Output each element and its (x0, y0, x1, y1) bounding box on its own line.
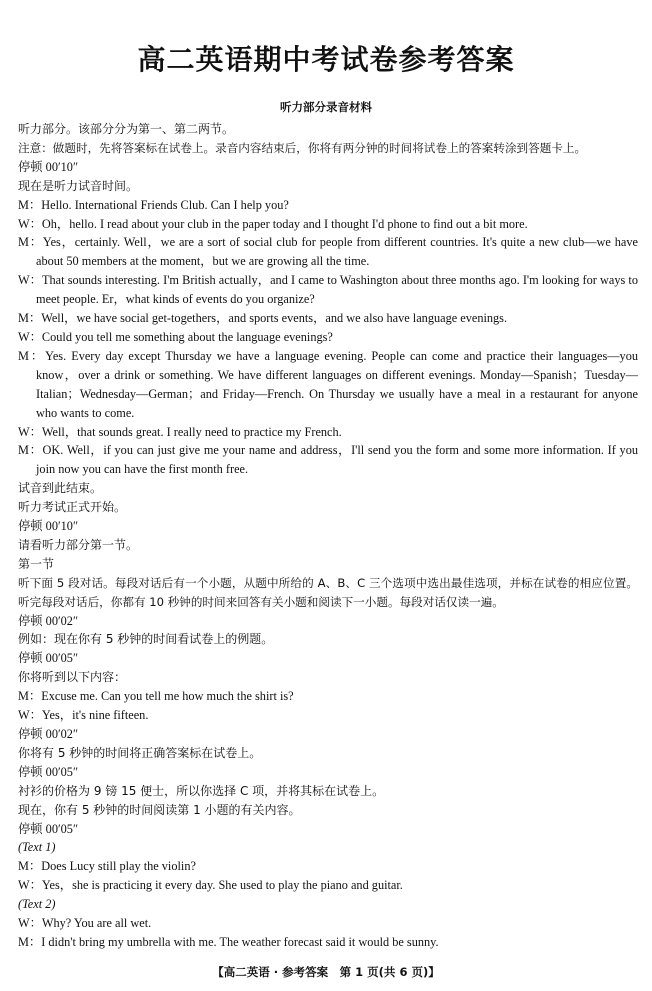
text-line: 请看听力部分第一节。 (18, 537, 139, 552)
text-line: 听力考试正式开始。 (18, 500, 127, 515)
dialogue-line: M：I didn't bring my umbrella with me. The weather forecast said it would be sunny. (18, 934, 439, 949)
text-line: 现在，你有 5 秒钟的时间阅读第 1 小题的有关内容。 (18, 802, 301, 817)
dialogue-line: M：Yes，certainly. Well，we are a sort of social club for people from different countries. It's quite a new club—we have about 50 members at the moment，but we are growing all the time. (18, 235, 638, 269)
dialogue-line: W：Oh，hello. I read about your club in the paper today and I thought I'd phone to find out a bit more. (18, 216, 528, 231)
text-label: (Text 1) (18, 840, 56, 855)
text-line: 听力部分。该部分分为第一、第二两节。 (18, 122, 235, 136)
dialogue-line: M：Yes. Every day except Thursday we have a language evening. People can come and practice their languages—you know，over a drink or something. We have different languages on different evenings. Monday—Spanish；Tuesday—Italian；Wednesday—German；and Friday—French. On Thursday we usually have a meal in a restaurant for anyone who wants to come. (18, 348, 638, 420)
document-body (18, 120, 638, 952)
text-line: 你将有 5 秒钟的时间将正确答案标在试卷上。 (18, 745, 262, 760)
dialogue-line: M：Well，we have social get-togethers，and sports events，and we also have language evenings. (18, 311, 508, 326)
dialogue-line: W：Why? You are all wet. (18, 916, 152, 931)
pause-line: 停顿 00′02″ (18, 727, 79, 741)
dialogue-line: W：That sounds interesting. I'm British actually，and I came to Washington about three months ago. I'm looking for ways to meet people. Er，what kinds of events do you organize? (18, 273, 638, 307)
dialogue-line: M：Does Lucy still play the violin? (18, 859, 196, 874)
pause-line: 停顿 00′05″ (18, 764, 79, 779)
text-line: 你将听到以下内容： (18, 670, 127, 685)
text-line: 现在是听力试音时间。 (18, 178, 139, 193)
instruction-paragraph: 听下面 5 段对话。每段对话后有一个小题，从题中所给的 A、B、C 三个选项中选出最佳选项，并标在试卷的相应位置。听完每段对话后，你都有 10 秒钟的时间来回答有关小题和阅读下一小题。每段对话仅读一遍。 (18, 575, 638, 609)
pause-line: 停顿 00′10″ (18, 159, 79, 174)
section-subtitle: 听力部分录音材料 (280, 100, 372, 114)
dialogue-line: W：Well，that sounds great. I really need to practice my French. (18, 424, 342, 439)
dialogue-line: M：Hello. International Friends Club. Can I help you? (18, 197, 289, 212)
text-line: 试音到此结束。 (18, 481, 103, 496)
dialogue-line: W：Yes，she is practicing it every day. She used to play the piano and guitar. (18, 878, 403, 893)
pause-line: 停顿 00′10″ (18, 519, 79, 534)
dialogue-line: W：Could you tell me something about the language evenings? (18, 329, 333, 344)
text-label: (Text 2) (18, 897, 56, 912)
dialogue-line: M：OK. Well，if you can just give me your name and address，I'll send you the form and some more information. If you join now you can have the first month free. (18, 443, 638, 477)
page-title: 高二英语期中考试卷参考答案 (137, 43, 515, 76)
section-heading: 第一节 (18, 556, 55, 571)
pause-line: 停顿 00′05″ (18, 821, 79, 836)
dialogue-line: W：Yes，it's nine fifteen. (18, 708, 149, 723)
text-line: 衬衫的价格为 9 镑 15 便士，所以你选择 C 项，并将其标在试卷上。 (18, 783, 385, 798)
text-line: 例如：现在你有 5 秒钟的时间看试卷上的例题。 (18, 632, 274, 647)
dialogue-line: M：Excuse me. Can you tell me how much the shirt is? (18, 689, 294, 704)
pause-line: 停顿 00′05″ (18, 651, 79, 666)
pause-line: 停顿 00′02″ (18, 613, 79, 628)
page-footer: 【高二英语 · 参考答案 第 1 页(共 6 页)】 (212, 965, 440, 979)
text-line: 注意：做题时，先将答案标在试卷上。录音内容结束后，你将有两分钟的时间将试卷上的答案转涂到答题卡上。 (18, 140, 587, 155)
